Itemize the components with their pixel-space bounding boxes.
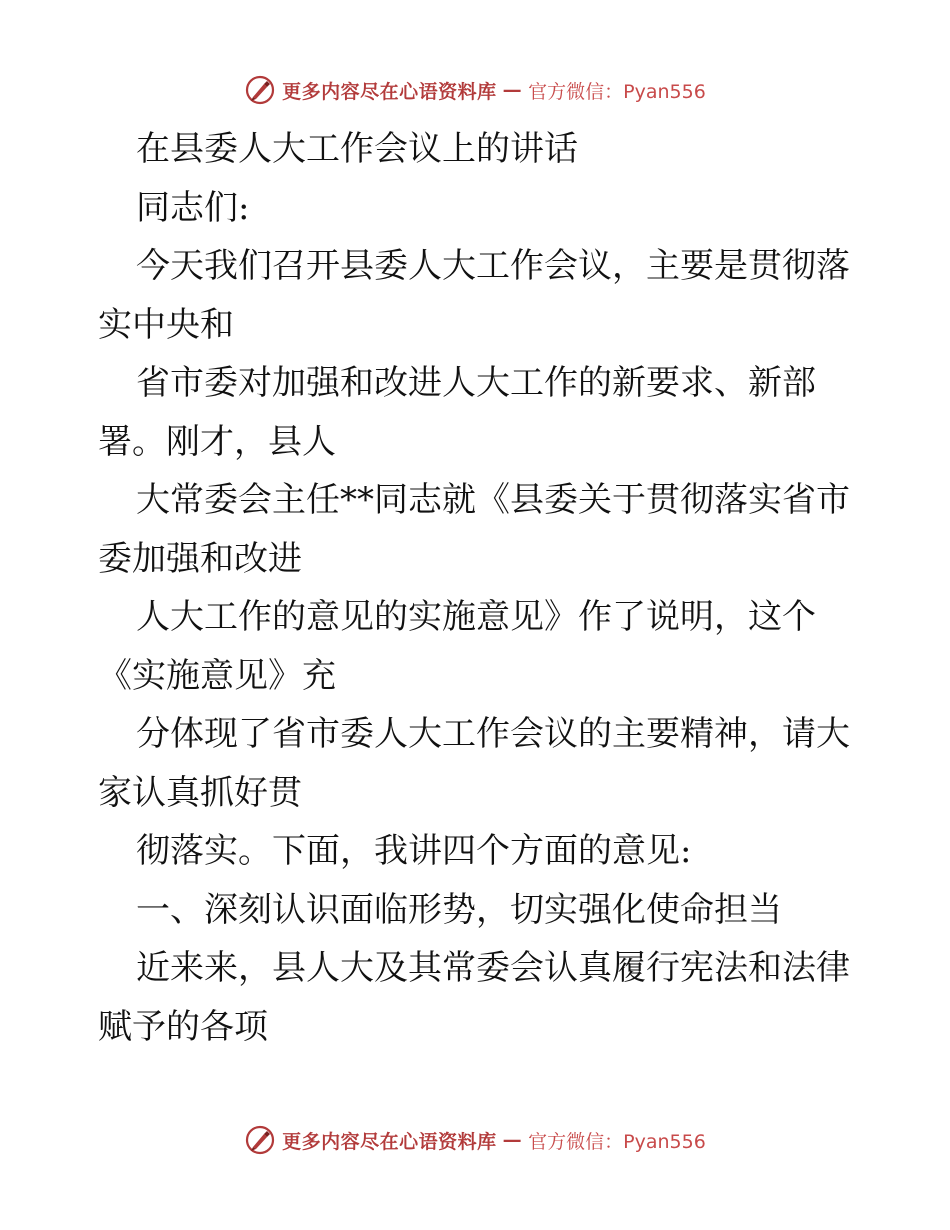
watermark-brand: 更多内容尽在心语资料库 <box>282 80 497 103</box>
text-line: 《实施意见》充 <box>98 655 336 696</box>
text-line: 家认真抓好贯 <box>98 772 302 813</box>
watermark-dash: — <box>502 1129 523 1151</box>
text-line: 分体现了省市委人大工作会议的主要精神，请大 <box>136 714 850 754</box>
text-line: 在县委人大工作会议上的讲话 <box>136 129 578 169</box>
text-line: 彻落实。下面，我讲四个方面的意见: <box>136 831 692 871</box>
watermark-dash: — <box>502 79 523 101</box>
document-body <box>98 120 858 1056</box>
watermark-contact: 官方微信：Pyan556 <box>528 80 706 103</box>
text-line: 赋予的各项 <box>98 1006 268 1047</box>
watermark-contact: 官方微信：Pyan556 <box>528 1130 706 1153</box>
text-line: 今天我们召开县委人大工作会议，主要是贯彻落 <box>136 246 850 286</box>
text-line: 署。刚才，县人 <box>98 421 336 462</box>
text-line: 实中央和 <box>98 304 234 345</box>
text-line: 同志们: <box>136 187 250 228</box>
text-line: 委加强和改进 <box>98 538 302 579</box>
text-line: 大常委会主任**同志就《县委关于贯彻落实省市 <box>136 480 850 520</box>
text-line: 一、深刻认识面临形势，切实强化使命担当 <box>136 889 782 930</box>
pen-logo-icon <box>244 1124 276 1156</box>
text-line: 人大工作的意见的实施意见》作了说明，这个 <box>136 597 816 637</box>
footer-watermark <box>0 1120 950 1160</box>
watermark-brand: 更多内容尽在心语资料库 <box>282 1130 497 1153</box>
text-line: 省市委对加强和改进人大工作的新要求、新部 <box>136 363 816 403</box>
header-watermark <box>0 70 950 110</box>
pen-logo-icon <box>244 74 276 106</box>
text-line: 近来来，县人大及其常委会认真履行宪法和法律 <box>136 948 850 988</box>
